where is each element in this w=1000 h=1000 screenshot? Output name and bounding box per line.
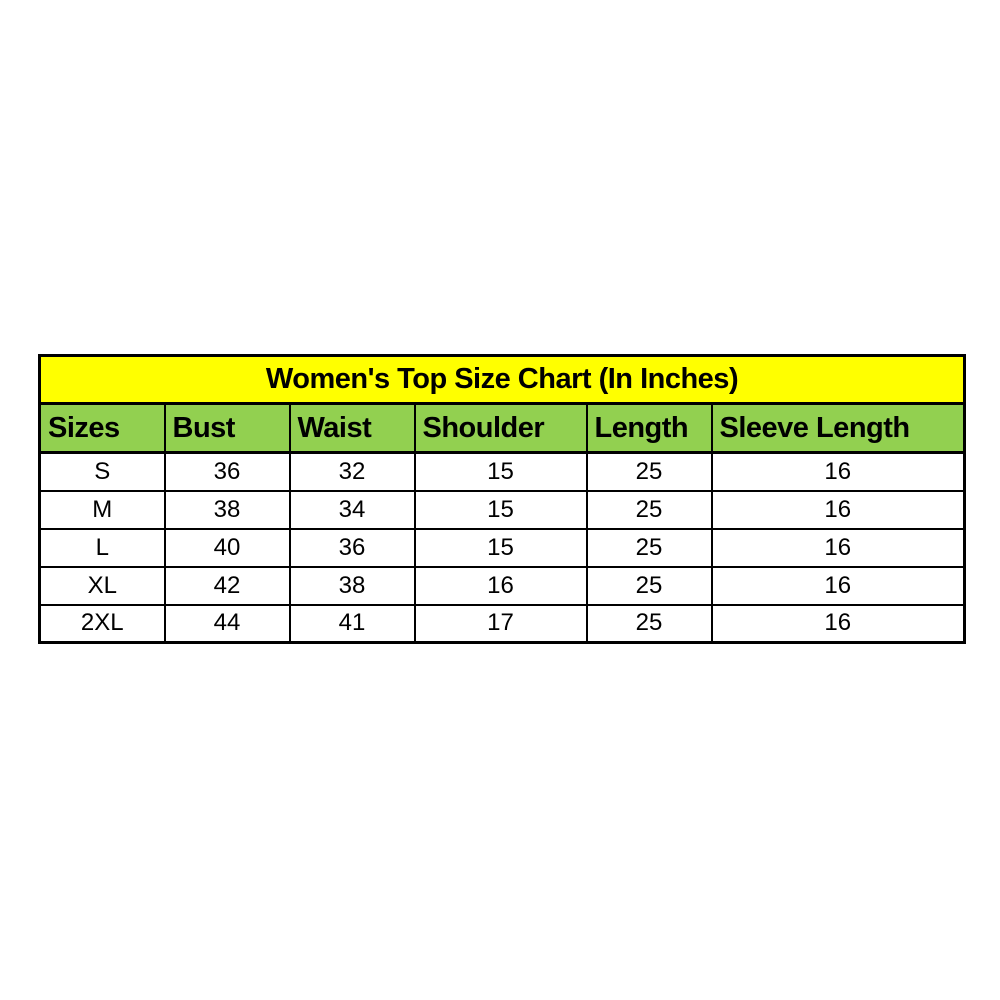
waist-value: 32 bbox=[290, 453, 415, 491]
table-row-l bbox=[40, 529, 965, 567]
length-value: 25 bbox=[587, 529, 712, 567]
shoulder-value: 15 bbox=[415, 529, 587, 567]
sleeve-length-value: 16 bbox=[712, 567, 965, 605]
length-value: 25 bbox=[587, 605, 712, 643]
sleeve-length-value: 16 bbox=[712, 491, 965, 529]
size-label: XL bbox=[40, 567, 165, 605]
table-row-m bbox=[40, 491, 965, 529]
table-header-row bbox=[40, 404, 965, 453]
size-label: M bbox=[40, 491, 165, 529]
table-title-row bbox=[40, 356, 965, 404]
table-row-xl bbox=[40, 567, 965, 605]
size-label: 2XL bbox=[40, 605, 165, 643]
shoulder-value: 15 bbox=[415, 453, 587, 491]
sleeve-length-value: 16 bbox=[712, 529, 965, 567]
size-label: L bbox=[40, 529, 165, 567]
bust-value: 36 bbox=[165, 453, 290, 491]
sleeve-length-value: 16 bbox=[712, 605, 965, 643]
column-header-bust: Bust bbox=[165, 404, 290, 453]
column-header-sleeve-length: Sleeve Length bbox=[712, 404, 965, 453]
length-value: 25 bbox=[587, 567, 712, 605]
size-chart-table bbox=[38, 354, 966, 644]
waist-value: 41 bbox=[290, 605, 415, 643]
length-value: 25 bbox=[587, 491, 712, 529]
size-label: S bbox=[40, 453, 165, 491]
waist-value: 36 bbox=[290, 529, 415, 567]
bust-value: 44 bbox=[165, 605, 290, 643]
column-header-shoulder: Shoulder bbox=[415, 404, 587, 453]
length-value: 25 bbox=[587, 453, 712, 491]
table-title: Women's Top Size Chart (In Inches) bbox=[40, 356, 965, 404]
waist-value: 34 bbox=[290, 491, 415, 529]
bust-value: 42 bbox=[165, 567, 290, 605]
waist-value: 38 bbox=[290, 567, 415, 605]
table-row-s bbox=[40, 453, 965, 491]
column-header-length: Length bbox=[587, 404, 712, 453]
shoulder-value: 16 bbox=[415, 567, 587, 605]
shoulder-value: 15 bbox=[415, 491, 587, 529]
size-chart bbox=[38, 354, 963, 644]
bust-value: 40 bbox=[165, 529, 290, 567]
column-header-waist: Waist bbox=[290, 404, 415, 453]
bust-value: 38 bbox=[165, 491, 290, 529]
table-row-2xl bbox=[40, 605, 965, 643]
shoulder-value: 17 bbox=[415, 605, 587, 643]
sleeve-length-value: 16 bbox=[712, 453, 965, 491]
column-header-sizes: Sizes bbox=[40, 404, 165, 453]
